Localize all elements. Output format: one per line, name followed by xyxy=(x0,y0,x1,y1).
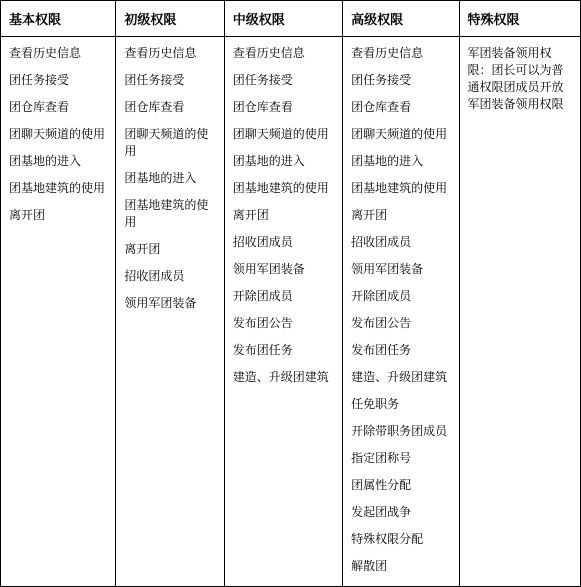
senior-permissions-list xyxy=(351,45,452,575)
permission-item: 发布团公告 xyxy=(351,316,412,330)
permission-item: 离开团 xyxy=(9,208,46,222)
header-junior: 初级权限 xyxy=(116,1,224,37)
permission-item: 离开团 xyxy=(232,208,269,222)
permission-item: 建造、升级团建筑 xyxy=(351,370,448,384)
basic-permissions-cell xyxy=(1,37,116,587)
content-row xyxy=(1,37,581,587)
special-permissions-cell xyxy=(459,37,580,587)
permission-item: 查看历史信息 xyxy=(124,46,197,60)
permission-item: 开除带职务团成员 xyxy=(351,424,448,438)
permission-item: 团仓库查看 xyxy=(232,100,293,114)
permission-item: 离开团 xyxy=(351,208,388,222)
intermediate-permissions-cell xyxy=(224,37,342,587)
header-intermediate: 中级权限 xyxy=(224,1,342,37)
header-basic: 基本权限 xyxy=(1,1,116,37)
permission-item: 团基地建筑的使用 xyxy=(232,181,329,195)
permission-item: 开除团成员 xyxy=(232,289,293,303)
permission-item: 领用军团装备 xyxy=(124,296,197,310)
permission-item: 特殊权限分配 xyxy=(351,532,424,546)
basic-permissions-list xyxy=(9,45,109,224)
permission-item: 指定团称号 xyxy=(351,451,412,465)
permission-item: 查看历史信息 xyxy=(9,46,82,60)
permission-item: 团仓库查看 xyxy=(9,100,70,114)
permission-item: 开除团成员 xyxy=(351,289,412,303)
permission-item: 团任务接受 xyxy=(124,73,185,87)
header-senior: 高级权限 xyxy=(343,1,459,37)
permission-item: 团任务接受 xyxy=(351,73,412,87)
permission-item: 团任务接受 xyxy=(9,73,70,87)
permission-item: 团聊天频道的使用 xyxy=(232,127,329,141)
permission-item: 发布团公告 xyxy=(232,316,293,330)
permission-item: 团基地的进入 xyxy=(351,154,424,168)
header-row xyxy=(1,1,581,37)
permission-item: 团基地的进入 xyxy=(232,154,305,168)
permission-item: 发布团任务 xyxy=(232,343,293,357)
permission-item: 团属性分配 xyxy=(351,478,412,492)
permission-item: 领用军团装备 xyxy=(351,262,424,276)
permission-item: 离开团 xyxy=(124,242,161,256)
permission-item: 任免职务 xyxy=(351,397,400,411)
junior-permissions-cell xyxy=(116,37,224,587)
permission-item: 发布团任务 xyxy=(351,343,412,357)
permission-item: 招收团成员 xyxy=(232,235,293,249)
permission-item: 团基地建筑的使用 xyxy=(124,198,209,229)
permission-item: 团基地建筑的使用 xyxy=(351,181,448,195)
permission-item: 领用军团装备 xyxy=(232,262,305,276)
permission-item: 团仓库查看 xyxy=(351,100,412,114)
special-permission-text: 军团装备领用权限：团长可以为普通权限团成员开放军团装备领用权限 xyxy=(467,46,564,111)
permission-item: 解散团 xyxy=(351,559,388,573)
permission-item: 查看历史信息 xyxy=(351,46,424,60)
permission-item: 招收团成员 xyxy=(124,269,185,283)
senior-permissions-cell xyxy=(343,37,459,587)
intermediate-permissions-list xyxy=(233,45,336,386)
permission-item: 发起团战争 xyxy=(351,505,412,519)
permission-item: 团仓库查看 xyxy=(124,100,185,114)
permission-item: 团基地建筑的使用 xyxy=(9,181,106,195)
permission-item: 查看历史信息 xyxy=(232,46,305,60)
permission-item: 团聊天频道的使用 xyxy=(9,127,106,141)
permission-item: 团聊天频道的使用 xyxy=(351,127,448,141)
permission-item: 团基地的进入 xyxy=(9,154,82,168)
permission-item: 建造、升级团建筑 xyxy=(232,370,329,384)
permission-item: 团任务接受 xyxy=(232,73,293,87)
permission-item: 团聊天频道的使用 xyxy=(124,127,209,158)
header-special: 特殊权限 xyxy=(459,1,580,37)
permission-item: 团基地的进入 xyxy=(124,171,197,185)
permission-item: 招收团成员 xyxy=(351,235,412,249)
junior-permissions-list xyxy=(124,45,217,312)
